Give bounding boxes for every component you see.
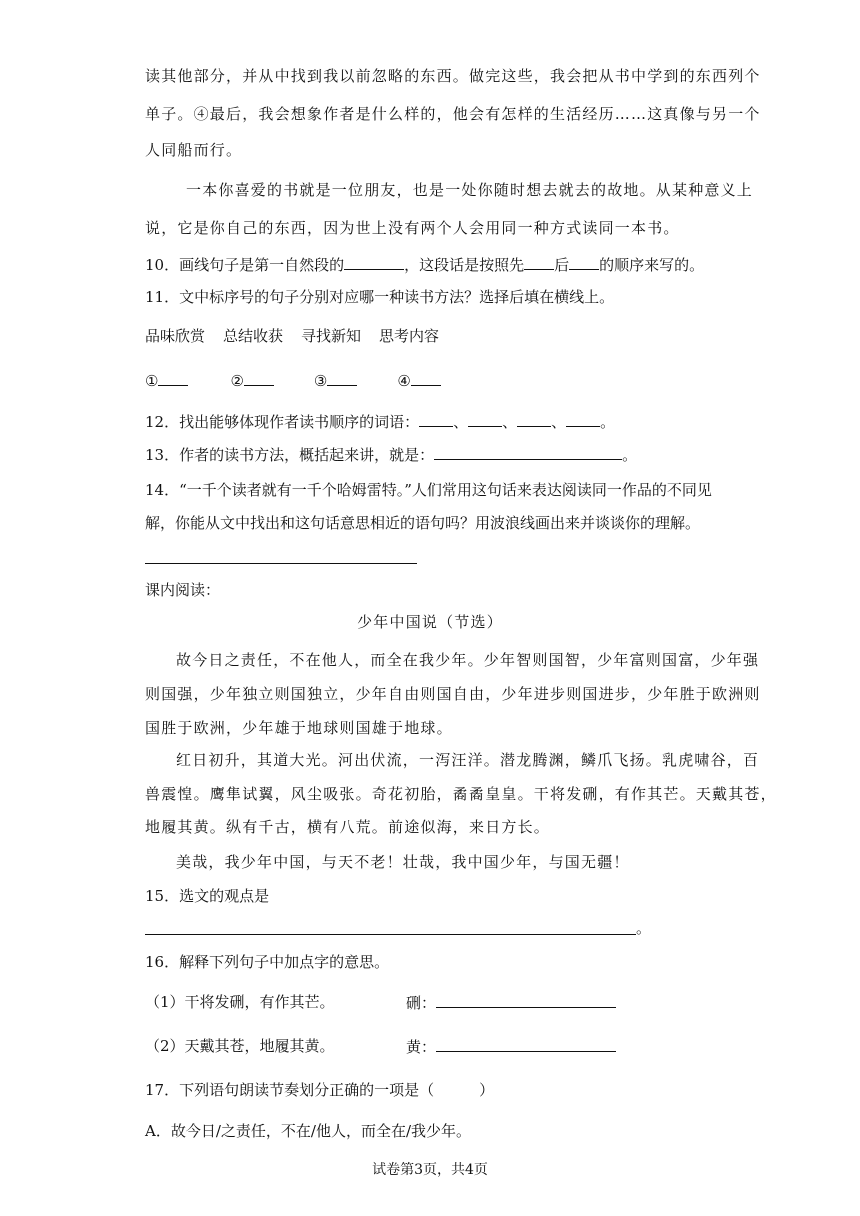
answer-blank[interactable] xyxy=(244,370,274,386)
answer-blank[interactable] xyxy=(517,411,551,427)
sub-item-2: （2）天戴其苍，地履其黄。 xyxy=(145,1037,335,1055)
passage-line: 人同船而行。 xyxy=(145,141,243,159)
passage-line: 国胜于欧洲，少年雄于地球则国雄于地球。 xyxy=(145,719,453,737)
reading-method-options xyxy=(145,326,439,346)
option: 品味欣赏 xyxy=(145,327,206,345)
answer-blank[interactable] xyxy=(327,370,357,386)
passage-line: 红日初升，其道大光。河出伏流，一泻汪洋。潜龙腾渊，鳞爪飞扬。乳虎啸谷，百 xyxy=(176,751,760,769)
answer-blank[interactable] xyxy=(434,444,622,460)
answer-blank[interactable] xyxy=(411,370,441,386)
question-16: 16．解释下列句子中加点字的意思。 xyxy=(145,953,390,971)
answer-slots: ① ② ③ ④ xyxy=(145,370,441,391)
answer-blank[interactable] xyxy=(468,411,502,427)
question-11: 11．文中标序号的句子分别对应哪一种读书方法？选择后填在横线上。 xyxy=(145,288,615,306)
sub-item-2-key: 黄： xyxy=(406,1036,616,1057)
answer-blank[interactable] xyxy=(566,411,600,427)
answer-blank[interactable] xyxy=(419,411,453,427)
question-10: 10．画线句子是第一自然段的 ，这段话是按照先 后 的顺序来写的。 xyxy=(145,256,705,274)
question-14: 解，你能从文中找出和这句话意思相近的语句吗？用波浪线画出来并谈谈你的理解。 xyxy=(145,514,701,532)
passage-line: 一本你喜爱的书就是一位朋友，也是一处你随时想去就去的故地。从某种意义上 xyxy=(186,181,754,199)
period: 。 xyxy=(636,919,652,937)
option-a[interactable]: A．故今日/之责任，不在/他人，而全在/我少年。 xyxy=(145,1122,471,1140)
passage-line: 单子。④最后，我会想象作者是什么样的，他会有怎样的生活经历……这真像与另一个 xyxy=(145,105,761,123)
answer-blank[interactable] xyxy=(436,992,616,1008)
passage-line: 读其他部分，并从中找到我以前忽略的东西。做完这些，我会把从书中学到的东西列个 xyxy=(145,67,761,85)
question-17: 17．下列语句朗读节奏划分正确的一项是（ ） xyxy=(145,1081,495,1099)
passage-line: 故今日之责任，不在他人，而全在我少年。少年智则国智，少年富则国富，少年强 xyxy=(176,651,760,669)
sub-item-1-key: 硎： xyxy=(406,992,616,1013)
answer-blank[interactable] xyxy=(436,1036,616,1052)
passage-line: 则国强，少年独立则国独立，少年自由则国自由，少年进步则国进步，少年胜于欧洲则 xyxy=(145,685,761,703)
passage-line: 说，它是你自己的东西，因为世上没有两个人会用同一种方式读同一本书。 xyxy=(145,219,680,237)
answer-blank[interactable] xyxy=(158,370,188,386)
answer-blank[interactable] xyxy=(569,254,599,270)
answer-line[interactable] xyxy=(145,563,417,564)
passage-title: 少年中国说（节选） xyxy=(357,613,503,631)
question-12: 12．找出能够体现作者读书顺序的词语： 、 、 、 。 xyxy=(145,413,616,431)
question-14: 14．“一千个读者就有一千个哈姆雷特。”人们常用这句话来表达阅读同一作品的不同见 xyxy=(145,481,712,499)
page-footer: 试卷第3页，共4页 xyxy=(372,1162,488,1178)
question-13: 13．作者的读书方法，概括起来讲，就是： 。 xyxy=(145,446,638,464)
question-15: 15．选文的观点是 xyxy=(145,887,270,905)
passage-line: 地履其黄。纵有千古，横有八荒。前途似海，来日方长。 xyxy=(145,818,551,836)
answer-line[interactable] xyxy=(145,934,636,935)
answer-blank[interactable] xyxy=(344,254,404,270)
option: 思考内容 xyxy=(379,327,440,345)
option: 寻找新知 xyxy=(301,327,362,345)
option: 总结收获 xyxy=(223,327,284,345)
passage-line: 美哉，我少年中国，与天不老！壮哉，我中国少年，与国无疆！ xyxy=(176,853,630,871)
section-label: 课内阅读： xyxy=(145,581,221,599)
sub-item-1: （1）干将发硎，有作其芒。 xyxy=(145,993,335,1011)
passage-line: 兽震惶。鹰隼试翼，风尘吸张。奇花初胎，矞矞皇皇。干将发硎，有作其芒。天戴其苍， xyxy=(145,785,777,803)
answer-blank[interactable] xyxy=(524,254,554,270)
